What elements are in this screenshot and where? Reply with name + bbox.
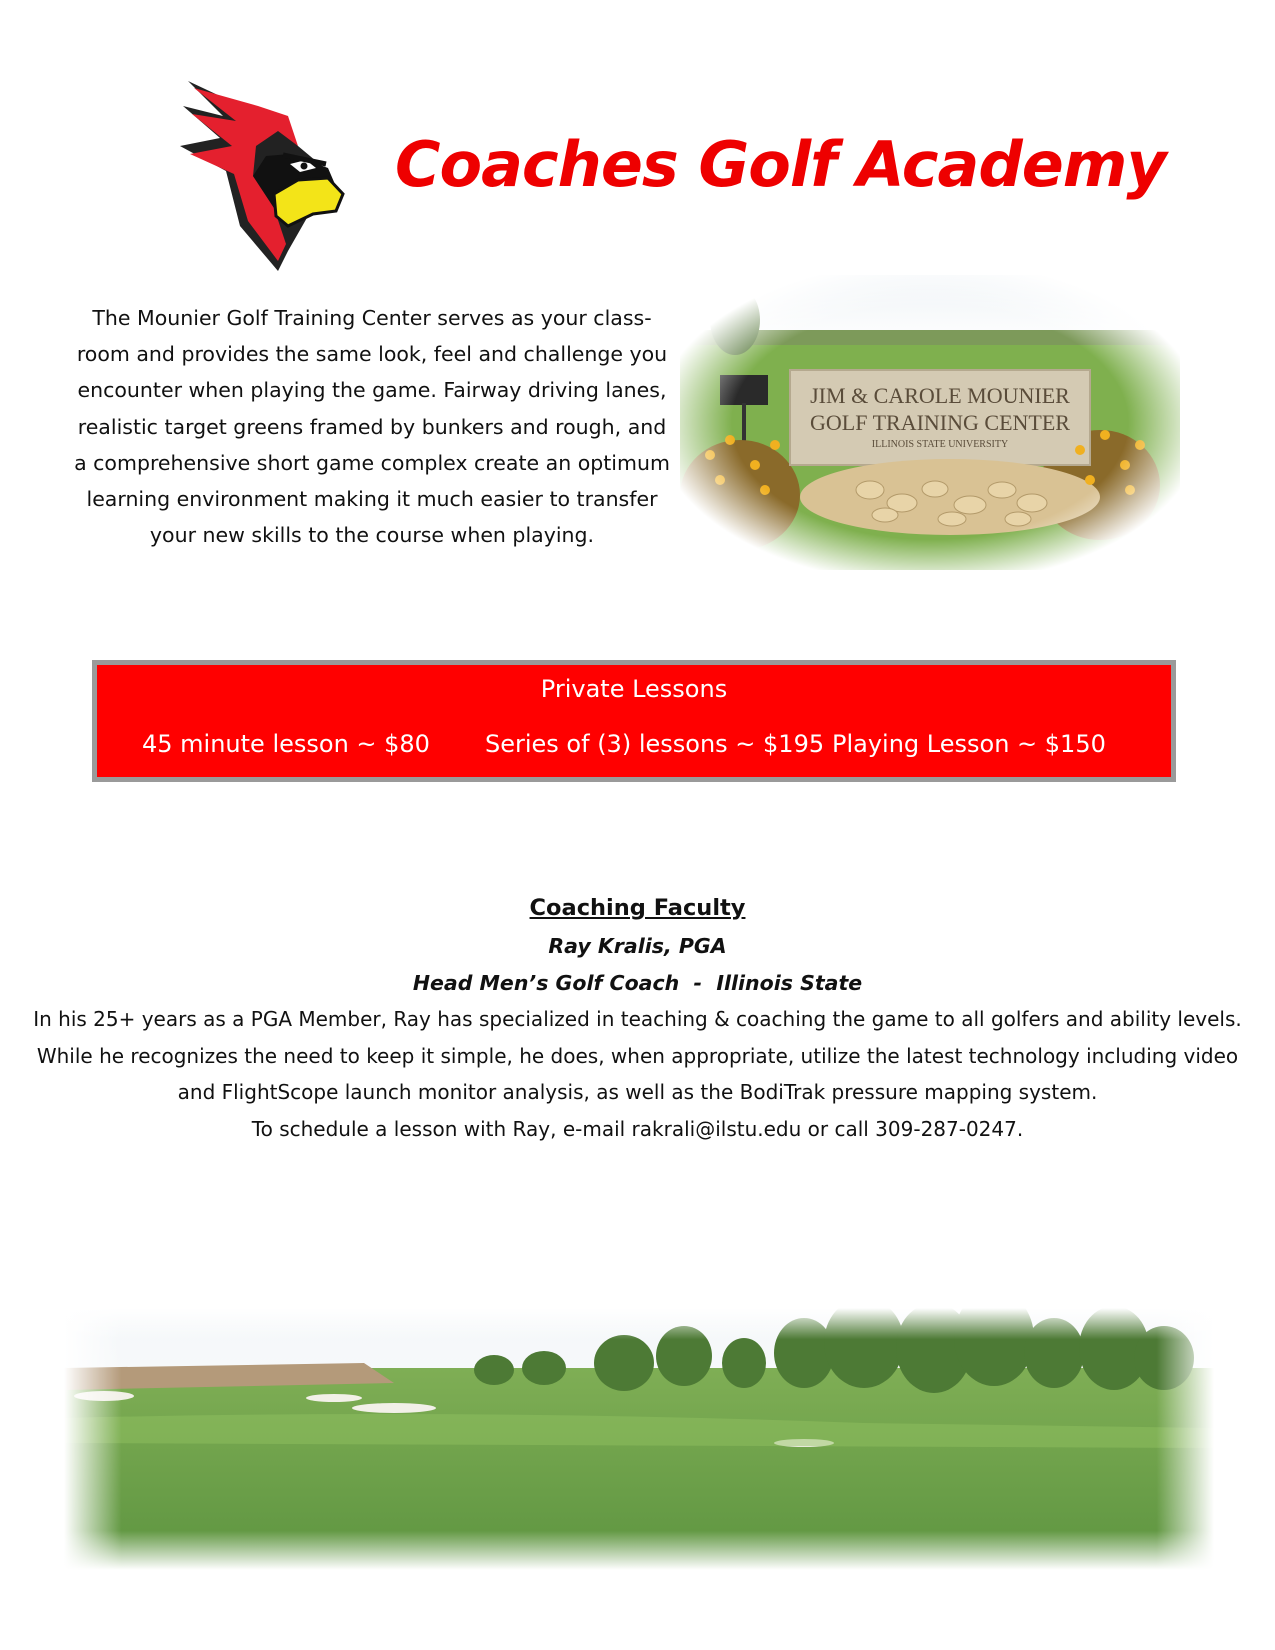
redbird-mascot-icon [178,76,353,271]
coach-role: Head Men’s Golf Coach - Illinois State [412,970,863,995]
coach-bio-line3: and FlightScope launch monitor analysis, as well as the BodiTrak pressure mapping system. [177,1080,1098,1104]
price-45-minute-lesson: 45 minute lesson ~ $80 [142,730,430,758]
coach-contact: To schedule a lesson with Ray, e-mail rakrali@ilstu.edu or call 309-287-0247. [251,1116,1024,1141]
coach-bio-line1: In his 25+ years as a PGA Member, Ray has specialized in teaching & coaching the game to all golfers and ability levels. [33,1007,1242,1031]
golf-course-photo [64,1308,1214,1570]
private-lessons-heading: Private Lessons [540,675,728,703]
faculty-heading: Coaching Faculty [529,895,746,921]
coaching-faculty-section [0,888,1275,1147]
intro-paragraph: The Mounier Golf Training Center serves as your class-room and provides the same look, feel and challenge you encounter when playing the game. Fairway driving lanes, realistic target greens framed by bunkers and rough, and a comprehensive short game complex create an optimum learning environment making it much easier to transfer your new skills to the course when playing. [74,306,670,548]
training-center-sign-photo [680,275,1180,570]
page-title: Coaches Golf Academy [395,128,1166,201]
coach-name: Ray Kralis, PGA [548,934,727,958]
coach-bio-line2: While he recognizes the need to keep it simple, he does, when appropriate, utilize the latest technology including video [36,1043,1239,1068]
price-series-of-lessons: Series of (3) lessons ~ $195 [485,730,825,758]
price-playing-lesson: Playing Lesson ~ $150 [832,730,1106,758]
private-lessons-box [92,660,1176,782]
